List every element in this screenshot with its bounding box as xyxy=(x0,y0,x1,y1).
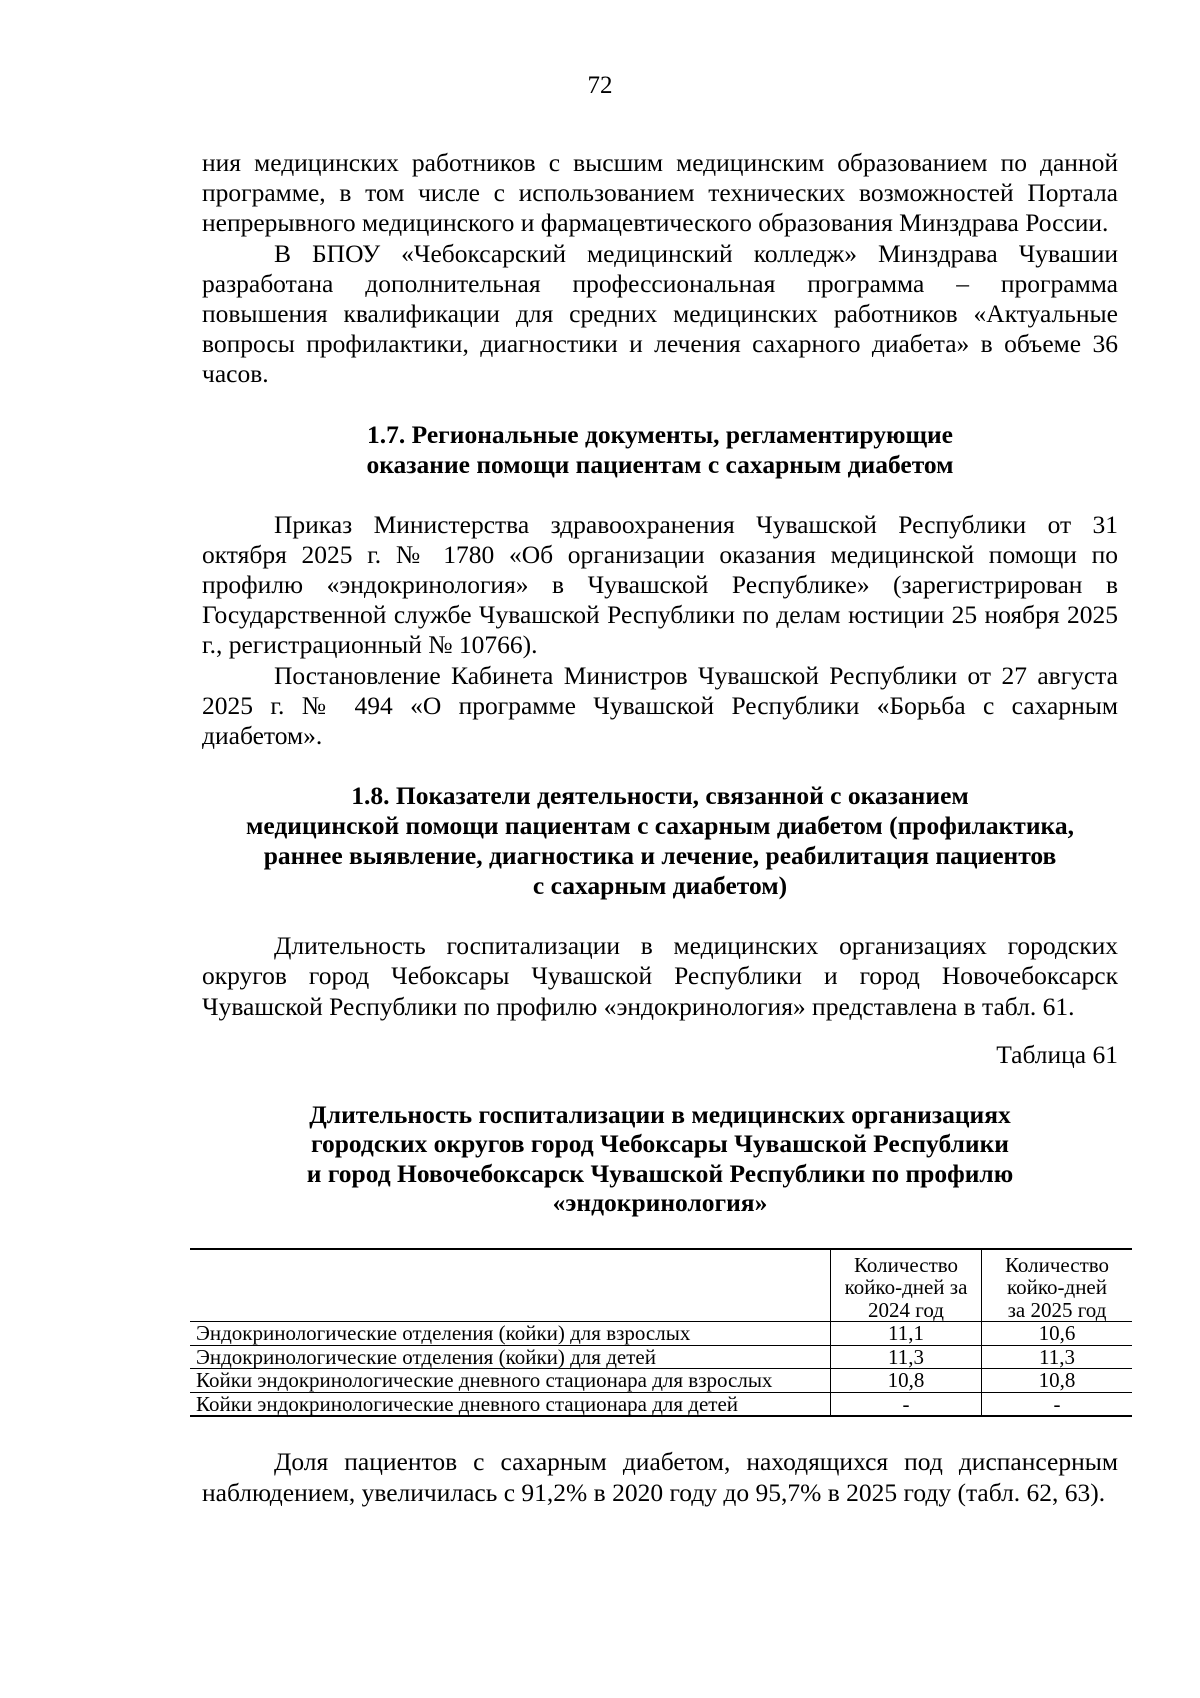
section-1-8-heading-line-1: 1.8. Показатели деятельности, связанной с оказанием xyxy=(351,781,969,811)
section-1-8-heading xyxy=(202,781,1118,901)
table-cell-2025: 11,3 xyxy=(1039,1344,1075,1369)
table-title-line-4: «эндокринология» xyxy=(552,1188,768,1218)
table-row-label: Эндокринологические отделения (койки) для детей xyxy=(190,1345,831,1369)
table-row xyxy=(190,1322,1132,1346)
table-title xyxy=(202,1100,1118,1218)
table-row-label: Койки эндокринологические дневного стационара для взрослых xyxy=(190,1369,831,1393)
section-1-8-heading-line-2: медицинской помощи пациентам с сахарным диабетом (профилактика, xyxy=(246,811,1074,841)
section-1-7-heading-line-1: 1.7. Региональные документы, регламентирующие xyxy=(367,419,953,449)
section-1-7-heading-line-2: оказание помощи пациентам с сахарным диабетом xyxy=(366,449,954,479)
table-header-2025-line-1: Количество xyxy=(1004,1252,1110,1277)
table-cell-2025: - xyxy=(1053,1391,1061,1416)
section-1-8-heading-line-3: раннее выявление, диагностика и лечение, реабилитация пациентов xyxy=(263,841,1057,871)
section-1-8-heading-line-4: с сахарным диабетом) xyxy=(532,871,788,901)
hospitalization-table xyxy=(190,1248,1132,1418)
section-1-8-paragraph: Длительность госпитализации в медицинских организациях городских округов город Чебоксары Чувашской Республики и город Новочебоксарск Чувашской Республики по профилю «эндокринология» представлена в табл. 61. xyxy=(202,931,1118,1021)
table-row xyxy=(190,1369,1132,1393)
table-header-2024-line-3: 2024 год xyxy=(868,1297,944,1322)
table-row-label: Койки эндокринологические дневного стационара для детей xyxy=(190,1392,831,1416)
table-title-line-3: и город Новочебоксарск Чувашской Республики по профилю xyxy=(306,1158,1014,1188)
table-header-2024-line-2: койко-дней за xyxy=(844,1275,968,1300)
table-row xyxy=(190,1392,1132,1416)
table-header-2025-line-3: за 2025 год xyxy=(1007,1297,1107,1322)
section-1-7-order-paragraph: Приказ Министерства здравоохранения Чувашской Республики от 31 октября 2025 г. № 1780 «Об организации оказания медицинской помощи по профилю «эндокринология» в Чувашской Республике» (зарегистрирован в Государственной службе Чувашской Республики по делам юстиции 25 ноября 2025 г., регистрационный № 10766). xyxy=(202,509,1118,660)
table-cell-2025: 10,6 xyxy=(1038,1321,1076,1346)
document-body xyxy=(196,148,1118,1508)
section-1-7-resolution-paragraph: Постановление Кабинета Министров Чувашской Республики от 27 августа 2025 г. № 494 «О программе Чувашской Республики «Борьба с сахарным диабетом». xyxy=(202,660,1118,751)
intro-paragraph-college: В БПОУ «Чебоксарский медицинский колледж» Минздрава Чувашии разработана дополнительная профессиональная программа – программа повышения квалификации для средних медицинских работников «Актуальные вопросы профилактики, диагностики и лечения сахарного диабета» в объеме 36 часов. xyxy=(202,238,1118,389)
table-header-row xyxy=(190,1249,1132,1322)
intro-continuation-paragraph: ния медицинских работников с высшим медицинским образованием по данной программе, в том числе с использованием технических возможностей Портала непрерывного медицинского и фармацевтического образования Минздрава России. xyxy=(202,148,1118,238)
page-number: 72 xyxy=(587,72,613,99)
table-row xyxy=(190,1345,1132,1369)
table-header-empty-cell xyxy=(190,1249,831,1322)
table-label: Таблица 61 xyxy=(996,1039,1118,1069)
table-cell-2024: 11,1 xyxy=(831,1322,982,1346)
table-header-2025 xyxy=(982,1249,1133,1322)
table-cell-2024: - xyxy=(831,1392,982,1416)
table-cell-2024: 10,8 xyxy=(831,1369,982,1393)
table-title-line-1: Длительность госпитализации в медицинских организациях xyxy=(309,1099,1011,1129)
table-header-2024 xyxy=(831,1249,982,1322)
table-cell-2025: 10,8 xyxy=(1038,1368,1076,1393)
table-row-label: Эндокринологические отделения (койки) для взрослых xyxy=(190,1322,831,1346)
table-cell-2024: 11,3 xyxy=(831,1345,982,1369)
table-title-line-2: городских округов город Чебоксары Чувашской Республики xyxy=(311,1129,1009,1159)
table-header-2024-line-1: Количество xyxy=(853,1252,959,1277)
closing-paragraph: Доля пациентов с сахарным диабетом, находящихся под диспансерным наблюдением, увеличилась с 91,2% в 2020 году до 95,7% в 2025 году (табл. 62, 63). xyxy=(202,1447,1118,1507)
table-header-2025-line-2: койко-дней xyxy=(1007,1275,1107,1300)
section-1-7-heading xyxy=(202,420,1118,480)
